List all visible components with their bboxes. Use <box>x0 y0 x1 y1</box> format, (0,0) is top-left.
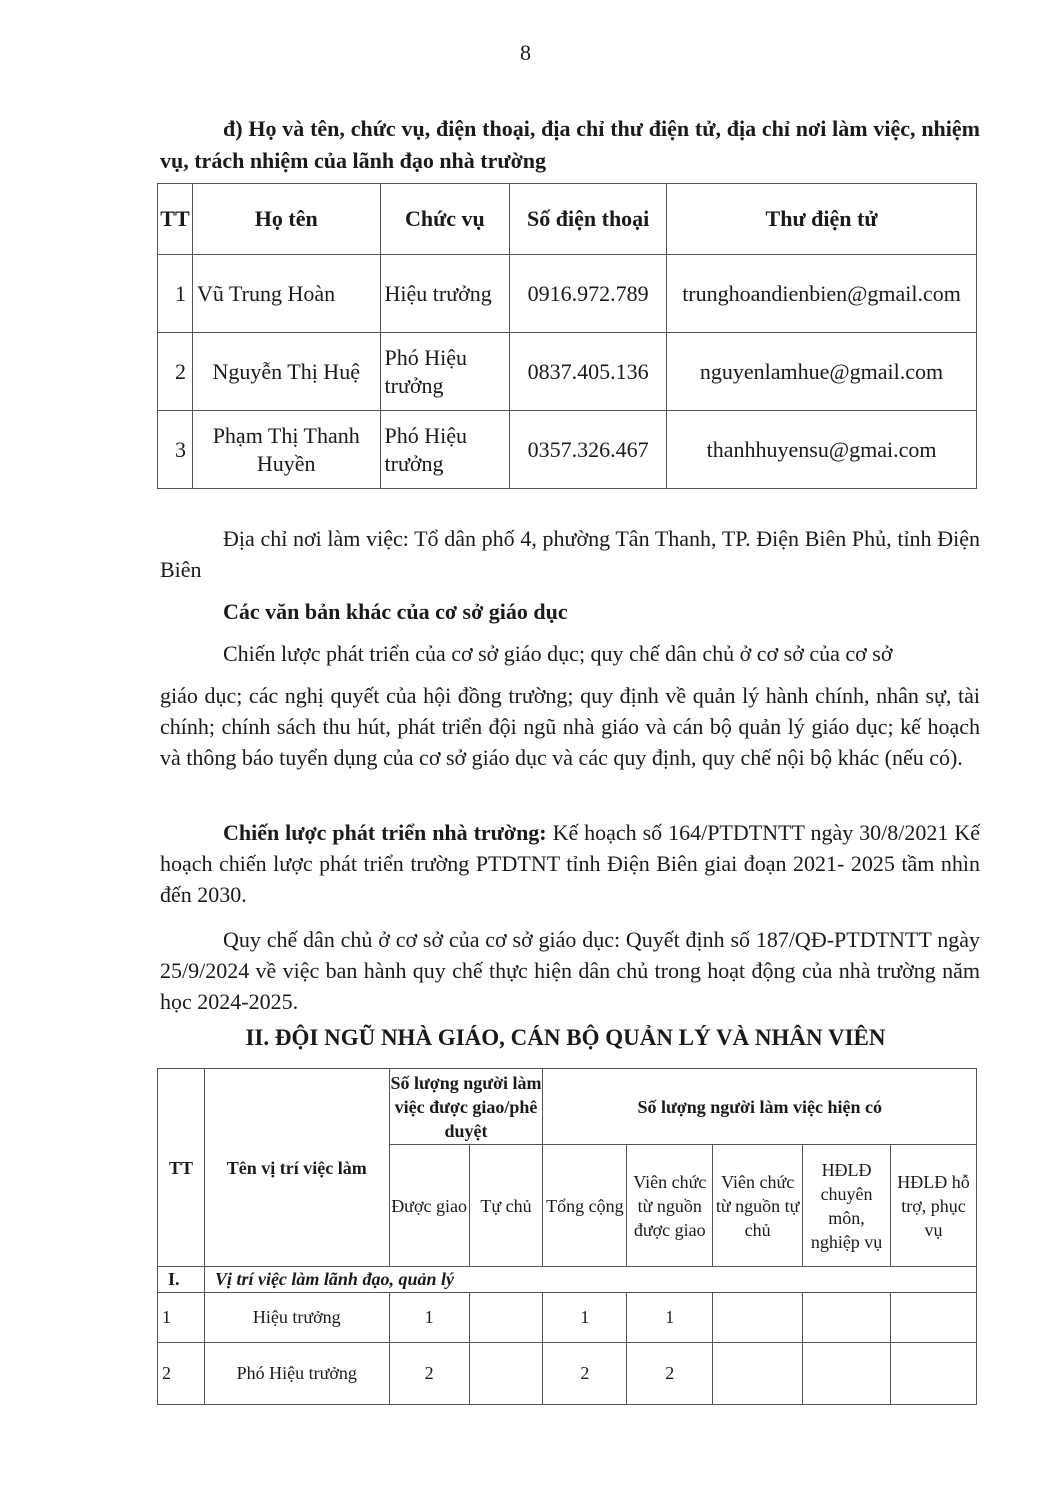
group-row <box>158 1267 977 1293</box>
row-name: Nguyễn Thị Huệ <box>192 333 380 411</box>
row-tt: 3 <box>158 411 193 489</box>
staff-header-row-1 <box>158 1069 977 1145</box>
row-hdld-cm <box>803 1293 891 1343</box>
col-header-tt: TT <box>158 1069 205 1267</box>
leaders-table-header <box>158 184 977 255</box>
col-header-tt: TT <box>158 184 193 255</box>
row-position: Hiệu trưởng <box>380 255 510 333</box>
row-position: Phó Hiệu trưởng <box>380 411 510 489</box>
col-header-tong-cong: Tổng cộng <box>543 1145 627 1267</box>
row-email: nguyenlamhue@gmail.com <box>667 333 977 411</box>
staff-table <box>157 1068 977 1405</box>
row-hdld-cm <box>803 1343 891 1405</box>
row-phone: 0837.405.136 <box>510 333 667 411</box>
row-vc-giao: 2 <box>627 1343 713 1405</box>
row-vc-tuchu <box>713 1343 803 1405</box>
col-header-phone: Số điện thoại <box>510 184 667 255</box>
leaders-table <box>157 183 977 489</box>
row-vc-tuchu <box>713 1293 803 1343</box>
other-docs-line1: Chiến lược phát triển của cơ sở giáo dục; quy chế dân chủ ở cơ sở của cơ sở <box>223 641 893 666</box>
row-name: Vũ Trung Hoàn <box>192 255 380 333</box>
row-tt: 2 <box>158 1343 205 1405</box>
row-position: Phó Hiệu trưởng <box>380 333 510 411</box>
table-row <box>158 1293 977 1343</box>
group-label: Vị trí việc làm lãnh đạo, quản lý <box>204 1267 976 1293</box>
row-tu-chu <box>469 1343 543 1405</box>
democracy-paragraph: Quy chế dân chủ ở cơ sở của cơ sở giáo dục: Quyết định số 187/QĐ-PTDTNTT ngày 25/9/2024 về việc ban hành quy chế thực hiện dân chủ trong hoạt động của nhà trường năm học 2024-2025. <box>160 927 980 1014</box>
table-row <box>158 255 977 333</box>
other-docs-heading: Các văn bản khác của cơ sở giáo dục <box>223 599 568 624</box>
row-tt: 1 <box>158 1293 205 1343</box>
col-header-email: Thư điện tử <box>667 184 977 255</box>
table-row <box>158 1343 977 1405</box>
row-name: Phạm Thị Thanh Huyền <box>192 411 380 489</box>
table-row <box>158 333 977 411</box>
col-header-position-name: Tên vị trí việc làm <box>204 1069 389 1267</box>
row-tong-cong: 2 <box>543 1343 627 1405</box>
strategy-label: Chiến lược phát triển nhà trường: <box>223 820 547 845</box>
row-phone: 0916.972.789 <box>510 255 667 333</box>
col-header-assigned-group: Số lượng người làm việc được giao/phê duyệt <box>389 1069 543 1145</box>
row-vc-giao: 1 <box>627 1293 713 1343</box>
row-tt: 1 <box>158 255 193 333</box>
col-header-position: Chức vụ <box>380 184 510 255</box>
row-name: Phó Hiệu trưởng <box>204 1343 389 1405</box>
row-tt: 2 <box>158 333 193 411</box>
col-header-hdld-cm: HĐLĐ chuyên môn, nghiệp vụ <box>803 1145 891 1267</box>
other-docs-body: giáo dục; các nghị quyết của hội đồng trường; quy định về quản lý hành chính, nhân sự, tài chính; chính sách thu hút, phát triển đội ngũ nhà giáo và cán bộ quản lý giáo dục; kế hoạch và thông báo tuyển dụng của cơ sở giáo dục và các quy định, quy chế nội bộ khác (nếu có). <box>160 683 980 770</box>
section-ii-title: II. ĐỘI NGŨ NHÀ GIÁO, CÁN BỘ QUẢN LÝ VÀ NHÂN VIÊN <box>245 1025 886 1050</box>
col-header-tu-chu: Tự chủ <box>469 1145 543 1267</box>
page-number: 8 <box>520 40 531 65</box>
col-header-hdld-ht: HĐLĐ hỗ trợ, phục vụ <box>891 1145 977 1267</box>
col-header-duoc-giao: Được giao <box>389 1145 469 1267</box>
row-phone: 0357.326.467 <box>510 411 667 489</box>
row-hdld-ht <box>891 1343 977 1405</box>
row-duoc-giao: 1 <box>389 1293 469 1343</box>
row-tu-chu <box>469 1293 543 1343</box>
row-name: Hiệu trưởng <box>204 1293 389 1343</box>
table-row <box>158 411 977 489</box>
group-tt: I. <box>158 1267 205 1293</box>
strategy-paragraph <box>160 817 980 910</box>
address-paragraph: Địa chỉ nơi làm việc: Tổ dân phố 4, phường Tân Thanh, TP. Điện Biên Phủ, tỉnh Điện Biên <box>160 526 980 582</box>
row-hdld-ht <box>891 1293 977 1343</box>
col-header-vc-tuchu: Viên chức từ nguồn tự chủ <box>713 1145 803 1267</box>
col-header-name: Họ tên <box>192 184 380 255</box>
strategy-text: Kế hoạch số 164/PTDTNTT ngày 30/8/2021 Kế hoạch chiến lược phát triển trường PTDTNT tỉnh Điện Biên giai đoạn 2021- 2025 tầm nhìn đến 2030. <box>160 820 980 907</box>
row-duoc-giao: 2 <box>389 1343 469 1405</box>
row-email: thanhhuyensu@gmai.com <box>667 411 977 489</box>
section-d-heading: đ) Họ và tên, chức vụ, điện thoại, địa chỉ thư điện tử, địa chỉ nơi làm việc, nhiệm vụ, trách nhiệm của lãnh đạo nhà trường <box>160 116 980 173</box>
col-header-vc-giao: Viên chức từ nguồn được giao <box>627 1145 713 1267</box>
col-header-current-group: Số lượng người làm việc hiện có <box>543 1069 977 1145</box>
row-tong-cong: 1 <box>543 1293 627 1343</box>
row-email: trunghoandienbien@gmail.com <box>667 255 977 333</box>
